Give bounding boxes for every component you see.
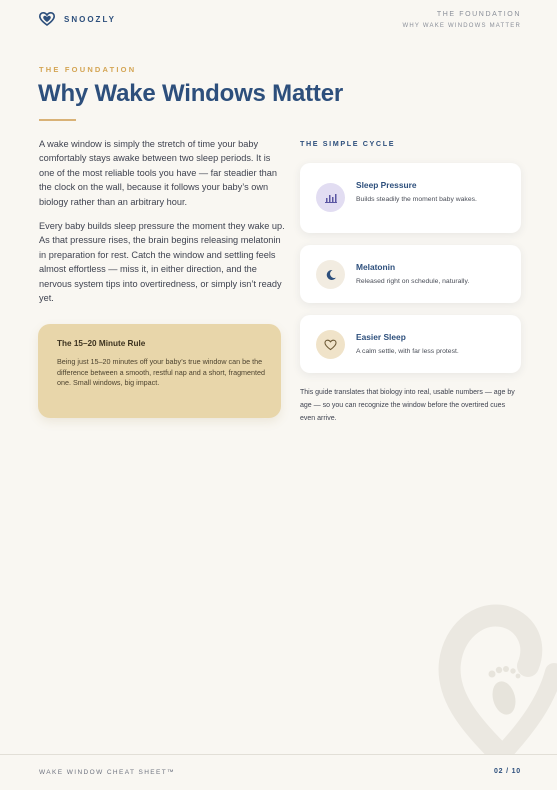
running-header (403, 11, 522, 29)
page-header (0, 0, 557, 40)
step-description: Released right on schedule, naturally. (356, 278, 470, 285)
page-number: 02 / 10 (493, 768, 521, 775)
step-description: Builds steadily the moment baby wakes. (356, 196, 477, 203)
cycle-note: This guide translates that biology into real, usable numbers — age by age — so you can recognize the window before the overtired cues even arrive. (300, 389, 515, 422)
page-title: Why Wake Windows Matter (38, 80, 343, 107)
title-underline (39, 119, 76, 121)
cycle-step-melatonin (300, 245, 521, 303)
heart-footprint-watermark (428, 602, 557, 759)
sleep-pressure-paragraph: Every baby builds sleep pressure the moment they wake up. As that pressure rises, the brain begins releasing melatonin in preparation for rest. Catch the window and settling feels almost effortless — miss it, in either direction, and the nervous system tips into overtiredness, or simply isn’t ready yet. (39, 221, 285, 304)
footer-document-title: WAKE WINDOW CHEAT SHEET™ (39, 769, 176, 776)
moon-icon (316, 260, 345, 289)
brand-logo (39, 12, 116, 26)
callout-body: Being just 15–20 minutes off your baby’s true window can be the difference between a smooth, restful nap and a short, fragmented one. Small windows, big impact. (57, 357, 266, 388)
minute-rule-callout (38, 324, 281, 418)
cycle-step-easier-sleep (300, 315, 521, 373)
step-title: Sleep Pressure (356, 180, 417, 190)
running-header-subsection: WHY WAKE WINDOWS MATTER (402, 23, 521, 29)
step-description: A calm settle, with far less protest. (356, 348, 459, 355)
intro-paragraph: A wake window is simply the stretch of time your baby comfortably stays awake between two sleep periods. It is one of the most reliable tools you have — far steadier than the clock on the wall, because it follows your baby’s own biology rather than an arbitrary hour. (39, 139, 277, 207)
heart-icon (316, 330, 345, 359)
running-header-section: THE FOUNDATION (436, 11, 521, 18)
step-title: Melatonin (356, 262, 396, 272)
footer-divider (0, 754, 557, 755)
brand-name: SNOOZLY (64, 14, 116, 24)
bar-chart-icon (316, 183, 345, 212)
step-title: Easier Sleep (356, 332, 406, 342)
callout-title: The 15–20 Minute Rule (57, 339, 146, 348)
heart-logo-icon (39, 12, 55, 26)
cycle-step-sleep-pressure (300, 163, 521, 233)
section-eyebrow: THE FOUNDATION (39, 65, 137, 74)
cycle-heading: THE SIMPLE CYCLE (300, 139, 396, 148)
